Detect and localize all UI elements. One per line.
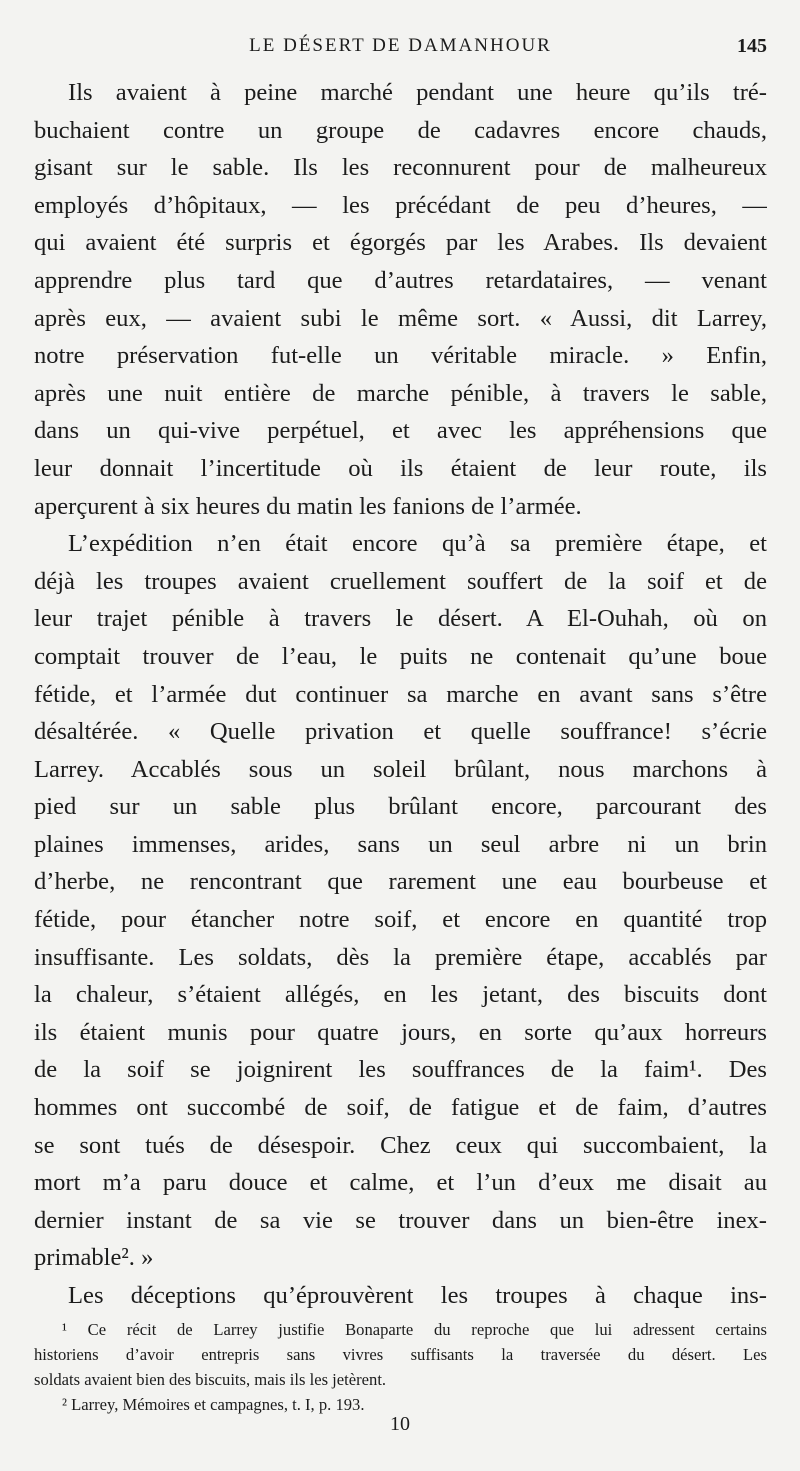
text-line: leur donnait l’incertitude où ils étaient de leur route, ils bbox=[34, 454, 767, 482]
text-line: Larrey. Accablés sous un soleil brûlant, nous marchons à bbox=[34, 755, 767, 783]
text-line: insuffisante. Les soldats, dès la première étape, accablés par bbox=[34, 943, 767, 971]
text-line: ils étaient munis pour quatre jours, en sorte qu’aux horreurs bbox=[34, 1018, 767, 1046]
page-number: 145 bbox=[737, 35, 767, 57]
text-line: primable². » bbox=[34, 1244, 154, 1272]
text-line: dernier instant de sa vie se trouver dans un bien-être inex- bbox=[34, 1206, 767, 1234]
text-line: aperçurent à six heures du matin les fanions de l’armée. bbox=[34, 492, 582, 520]
text-line: se sont tués de désespoir. Chez ceux qui succombaient, la bbox=[34, 1131, 767, 1159]
text-line: employés d’hôpitaux, — les précédant de peu d’heures, — bbox=[34, 191, 767, 219]
text-line: déjà les troupes avaient cruellement souffert de la soif et de bbox=[34, 567, 767, 595]
text-line: fétide, et l’armée dut continuer sa marche en avant sans s’être bbox=[34, 680, 767, 708]
text-line: comptait trouver de l’eau, le puits ne contenait qu’une boue bbox=[34, 642, 767, 670]
text-line: mort m’a paru douce et calme, et l’un d’eux me disait au bbox=[34, 1169, 767, 1197]
footnote-line: soldats avaient bien des biscuits, mais ils les jetèrent. bbox=[34, 1370, 387, 1389]
page-header bbox=[34, 30, 767, 62]
text-line: qui avaient été surpris et égorgés par les Arabes. Ils devaient bbox=[34, 229, 767, 257]
text-line: désaltérée. « Quelle privation et quelle souffrance! s’écrie bbox=[34, 718, 767, 746]
text-line: de la soif se joignirent les souffrances de la faim¹. Des bbox=[34, 1056, 767, 1084]
text-line: d’herbe, ne rencontrant que rarement une eau bourbeuse et bbox=[34, 868, 767, 896]
footnote-line: ² Larrey, Mémoires et campagnes, t. I, p. 193. bbox=[62, 1395, 365, 1414]
signature-mark: 10 bbox=[390, 1413, 410, 1435]
text-line: après eux, — avaient subi le même sort. « Aussi, dit Larrey, bbox=[34, 304, 767, 332]
footnote-line: ¹ Ce récit de Larrey justifie Bonaparte du reproche que lui adressent certains bbox=[62, 1320, 767, 1339]
text-line: hommes ont succombé de soif, de fatigue et de faim, d’autres bbox=[34, 1094, 767, 1122]
text-line: plaines immenses, arides, sans un seul arbre ni un brin bbox=[34, 830, 767, 858]
text-line: Les déceptions qu’éprouvèrent les troupes à chaque ins- bbox=[68, 1282, 767, 1309]
text-line: gisant sur le sable. Ils les reconnurent pour de malheureux bbox=[34, 154, 767, 182]
footnote-line: historiens d’avoir entrepris sans vivres suffisants la traversée du désert. Les bbox=[34, 1345, 767, 1364]
text-line: buchaient contre un groupe de cadavres encore chauds, bbox=[34, 116, 767, 144]
text-line: leur trajet pénible à travers le désert. A El-Ouhah, où on bbox=[34, 605, 767, 633]
text-line: Ils avaient à peine marché pendant une heure qu’ils tré- bbox=[68, 79, 767, 106]
main-text bbox=[34, 74, 767, 1315]
text-line: dans un qui-vive perpétuel, et avec les appréhensions que bbox=[34, 417, 767, 445]
footnotes bbox=[34, 1317, 767, 1417]
text-line: la chaleur, s’étaient allégés, en les jetant, des biscuits dont bbox=[34, 981, 767, 1009]
running-head: LE DÉSERT DE DAMANHOUR bbox=[249, 35, 552, 56]
text-line: après une nuit entière de marche pénible, à travers le sable, bbox=[34, 379, 767, 407]
text-line: apprendre plus tard que d’autres retardataires, — venant bbox=[34, 266, 767, 294]
text-line: fétide, pour étancher notre soif, et encore en quantité trop bbox=[34, 906, 767, 934]
text-line: pied sur un sable plus brûlant encore, parcourant des bbox=[34, 793, 767, 821]
text-line: notre préservation fut-elle un véritable miracle. » Enfin, bbox=[34, 342, 767, 370]
text-line: L’expédition n’en était encore qu’à sa première étape, et bbox=[68, 530, 767, 558]
